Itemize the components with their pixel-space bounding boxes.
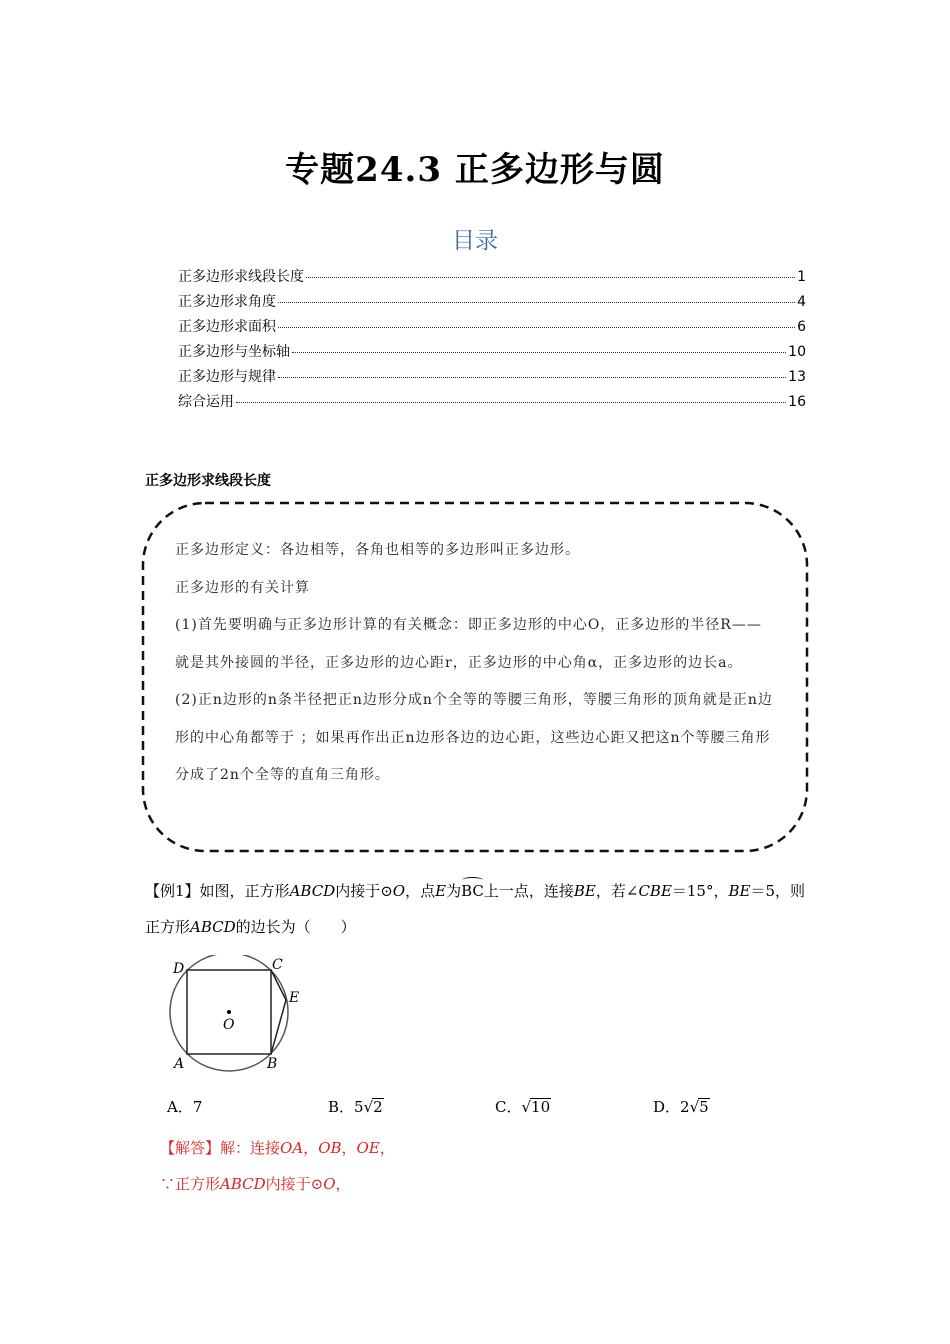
answer-tag: 【解答】	[160, 1139, 221, 1157]
question-text: ＝15°，	[671, 882, 729, 900]
knowledge-box	[140, 500, 810, 854]
label-b: B	[267, 1056, 278, 1072]
answer-text: ，	[335, 1175, 351, 1193]
answer-choices	[167, 1096, 817, 1122]
segment-be	[271, 1000, 286, 1054]
toc-entry[interactable]	[178, 366, 806, 391]
toc-entry-label: 正多边形与规律	[178, 369, 276, 385]
toc-entry[interactable]	[178, 391, 806, 416]
toc-leader-dots	[278, 327, 795, 328]
answer-text: ，	[341, 1139, 357, 1157]
choice-radicand: 5	[699, 1098, 709, 1116]
question-text: ＝5，则正方形	[145, 882, 806, 936]
question-text: 如图，正方形	[199, 882, 290, 900]
toc-entry-label: 正多边形与坐标轴	[178, 344, 290, 360]
math-var: BE	[573, 882, 596, 900]
toc-entry[interactable]	[178, 316, 806, 341]
choice-letter: B．	[328, 1098, 355, 1116]
toc-entry-page: 4	[797, 294, 806, 310]
toc-entry-label: 综合运用	[178, 394, 234, 410]
math-var: O	[392, 882, 406, 900]
math-var: OB	[318, 1139, 342, 1157]
answer-line-2	[160, 1173, 351, 1194]
question-text: 内接于⊙	[335, 882, 393, 900]
choice-radicand: 2	[373, 1098, 383, 1116]
math-var: ABCD	[220, 1175, 266, 1193]
answer-text: ，	[379, 1139, 395, 1157]
label-a: A	[174, 1056, 185, 1072]
choice-radicand: 10	[531, 1098, 551, 1116]
toc-entry[interactable]	[178, 291, 806, 316]
math-var: OA	[280, 1139, 304, 1157]
toc-heading: 目录	[452, 228, 498, 254]
center-point	[227, 1010, 231, 1014]
section-heading: 正多边形求线段长度	[145, 473, 271, 489]
answer-line-1	[160, 1137, 395, 1158]
math-var: O	[323, 1175, 336, 1193]
choice-value: 7	[192, 1098, 203, 1116]
question-text: 的边长为（ ）	[235, 918, 356, 936]
math-var: BE	[728, 882, 751, 900]
choice-c[interactable]: C．√10	[495, 1098, 551, 1116]
answer-text: ∵正方形	[160, 1175, 221, 1193]
answer-text: 内接于⊙	[265, 1175, 324, 1193]
label-c: C	[272, 957, 283, 973]
math-var: E	[435, 882, 447, 900]
definition-text: 正多边形定义：各边相等，各角也相等的多边形叫正多边形。	[175, 542, 580, 558]
toc-entry-page: 1	[797, 269, 806, 285]
toc-entry-label: 正多边形求线段长度	[178, 269, 304, 285]
answer-text: 解：连接	[220, 1139, 281, 1157]
choice-d[interactable]: D．2√5	[653, 1098, 709, 1116]
toc-leader-dots	[292, 352, 786, 353]
toc-leader-dots	[236, 402, 786, 403]
toc-entry-page: 13	[788, 369, 806, 385]
question-text: ，点	[405, 882, 436, 900]
choice-coef: 5	[354, 1098, 364, 1116]
division-text: (2)正n边形的n条半径把正n边形分成n个全等的等腰三角形，等腰三角形的顶角就是正n边形的中心角都等于 ；如果再作出正n边形各边的边心距，这些边心距又把这n个等腰三角形分成了2n个全等的直角三角形。	[175, 692, 773, 783]
choice-letter: A．	[167, 1098, 193, 1116]
toc-entry[interactable]	[178, 266, 806, 291]
calc-heading: 正多边形的有关计算	[175, 579, 310, 596]
example-question	[145, 873, 810, 945]
choice-b[interactable]: B．5√2	[328, 1098, 383, 1116]
question-text: ，若∠	[595, 882, 639, 900]
choice-letter: C．	[495, 1098, 522, 1116]
toc-entry-page: 10	[788, 344, 806, 360]
concept-text: (1)首先要明确与正多边形计算的有关概念：即正多边形的中心O，正多边形的半径R——就是其外接圆的半径，正多边形的边心距r，正多边形的中心角α，正多边形的边长a。	[175, 617, 762, 671]
math-var: CBE	[638, 882, 672, 900]
table-of-contents	[178, 266, 806, 416]
example-tag: 【例1】	[145, 882, 200, 900]
toc-entry-page: 6	[797, 319, 806, 335]
geometry-figure	[160, 955, 310, 1075]
math-var: OE	[356, 1139, 380, 1157]
toc-leader-dots	[278, 302, 795, 303]
page-title: 专题24.3 正多边形与圆	[285, 150, 665, 190]
answer-text: ，	[303, 1139, 319, 1157]
toc-entry-label: 正多边形求角度	[178, 294, 276, 310]
toc-entry[interactable]	[178, 341, 806, 366]
choice-letter: D．	[653, 1098, 681, 1116]
toc-leader-dots	[306, 277, 795, 278]
segment-ce	[271, 970, 286, 1000]
toc-entry-label: 正多边形求面积	[178, 319, 276, 335]
choice-a[interactable]	[167, 1096, 202, 1117]
math-var: ABCD	[289, 882, 336, 900]
question-text: 上一点，连接	[483, 882, 574, 900]
question-text: 为	[446, 882, 462, 900]
arc-bc: BC	[461, 873, 484, 909]
toc-entry-page: 16	[788, 394, 806, 410]
label-e: E	[289, 990, 300, 1006]
knowledge-text	[175, 532, 775, 795]
math-var: ABCD	[190, 918, 236, 936]
label-o: O	[223, 1017, 235, 1033]
toc-leader-dots	[278, 377, 786, 378]
choice-coef: 2	[680, 1098, 690, 1116]
label-d: D	[173, 961, 185, 977]
